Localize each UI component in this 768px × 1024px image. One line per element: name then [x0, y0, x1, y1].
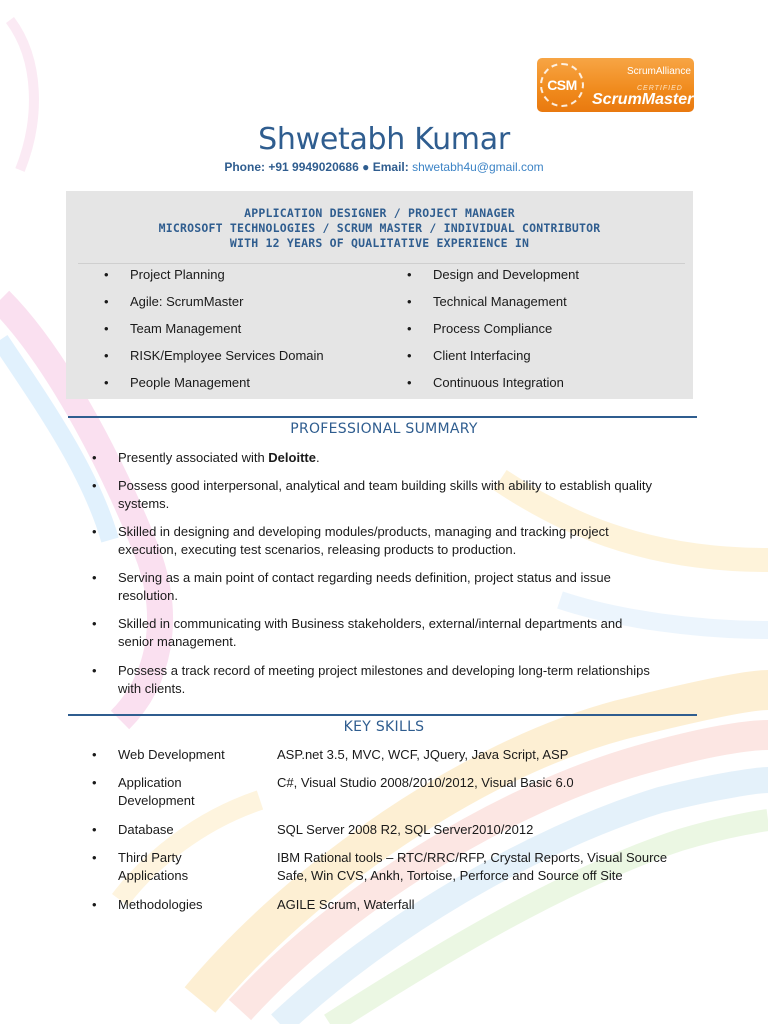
bullet-icon: • [104, 375, 109, 390]
scrum-master-badge [537, 58, 694, 112]
summary-heading: PROFESSIONAL SUMMARY [290, 421, 478, 437]
bullet-icon: • [104, 321, 109, 336]
key-skill-label: Application Development [118, 775, 195, 808]
bullet-icon: • [407, 321, 412, 336]
core-skill-item: • Project Planning [104, 267, 225, 282]
core-skill-item: • Process Compliance [407, 321, 553, 336]
headline-line-1: APPLICATION DESIGNER / PROJECT MANAGER [244, 206, 515, 220]
badge-org: ScrumAlliance [627, 66, 691, 77]
bullet-icon: • [407, 375, 412, 390]
headline [66, 206, 693, 251]
email-link[interactable]: shwetabh4u@gmail.com [412, 160, 544, 174]
bullet-icon: • [92, 616, 97, 631]
key-skill-label: Database [118, 822, 174, 837]
key-skill-label: Methodologies [118, 897, 203, 912]
separator-dot: ● [362, 160, 370, 174]
employer-name: Deloitte [268, 450, 316, 465]
bullet-icon: • [104, 348, 109, 363]
summary-divider [68, 416, 697, 418]
bullet-icon: • [104, 267, 109, 282]
core-skill-item: • RISK/Employee Services Domain [104, 348, 324, 363]
bullet-icon: • [92, 775, 97, 790]
bullet-icon: • [92, 570, 97, 585]
key-skill-value: ASP.net 3.5, MVC, WCF, JQuery, Java Script, ASP [277, 747, 569, 762]
core-skill-item: • Team Management [104, 321, 242, 336]
resume-page: CSM ScrumAlliance CERTIFIED ScrumMaster Shwetabh Kumar Phone: +91 9949020686 ● Email: shwetabh4u@gmail.com APPLICATION DESIGNER / PROJECT MANAGER MICROSOFT TECHNOLOGIES / SCRUM MASTER / INDIVIDUAL CONTRIBUTOR WITH 12 YEARS OF QUALITATIVE EXPERIENCE IN • Project Planning • Agile: ScrumMaster • Team Management • RISK/Employee Services Domain • People Management • Design and Development • Technical Management • Process Compliance • Client Interfacing • Continuous Integration PROFESSIONAL SUMMARY • Presently associated with Deloitte. • Possess good interpersonal, analytical and team building skills with ability to establish quality systems. • Skilled in designing and developing modules/products, managing and tracking project execution, executing test scenarios, releasing products to production. • Serving as a main point of contact regarding needs definition, project status and issue resolution. • Skilled in communicating with Business stakeholders, external/internal departments and senior management. • Possess a track record of meeting project milestones and developing long-term relationships with clients. KEY SKILLS • Web Development ASP.net 3.5, MVC, WCF, JQuery, Java Script, ASP • Application Development C#, Visual Studio 2008/2010/2012, Visual Basic 6.0 • Database SQL Server 2008 R2, SQL Server2010/2012 • Third Party Applications IBM Rational tools – RTC/RRC/RFP, Crystal Reports, Visual Source Safe, Win CVS, Ankh, Tortoise, Perforce and Source off Site • Methodologies AGILE Scrum, Waterfall [0, 0, 768, 1024]
key-skill-value: SQL Server 2008 R2, SQL Server2010/2012 [277, 822, 534, 837]
bullet-icon: • [92, 663, 97, 678]
bullet-icon: • [92, 747, 97, 762]
candidate-name: Shwetabh Kumar [258, 122, 510, 157]
email-label: Email: [372, 160, 409, 174]
headline-divider [78, 263, 685, 264]
bullet-icon: • [104, 294, 109, 309]
bullet-icon: • [92, 850, 97, 865]
bullet-icon: • [92, 524, 97, 539]
bullet-icon: • [92, 822, 97, 837]
key-skills-heading: KEY SKILLS [343, 719, 425, 735]
key-skill-label: Web Development [118, 747, 225, 762]
core-skill-item: • Agile: ScrumMaster [104, 294, 244, 309]
core-skill-item: • People Management [104, 375, 250, 390]
headline-box [66, 191, 693, 399]
phone-number: +91 9949020686 [268, 160, 359, 174]
key-skills-divider [68, 714, 697, 716]
badge-title: ScrumMaster [592, 91, 694, 108]
core-skill-item: • Technical Management [407, 294, 567, 309]
core-skill-item: • Design and Development [407, 267, 579, 282]
bullet-icon: • [407, 267, 412, 282]
bullet-icon: • [407, 348, 412, 363]
core-skill-item: • Continuous Integration [407, 375, 564, 390]
key-skill-value: C#, Visual Studio 2008/2010/2012, Visual Basic 6.0 [277, 775, 574, 790]
contact-line [0, 160, 768, 174]
csm-seal-icon: CSM [540, 63, 584, 107]
bullet-icon: • [407, 294, 412, 309]
core-skill-item: • Client Interfacing [407, 348, 531, 363]
headline-line-2: MICROSOFT TECHNOLOGIES / SCRUM MASTER / INDIVIDUAL CONTRIBUTOR [158, 221, 601, 235]
badge-certified: CERTIFIED [637, 85, 683, 92]
bullet-icon: • [92, 450, 97, 465]
key-skill-value: IBM Rational tools – RTC/RRC/RFP, Crystal Reports, Visual Source Safe, Win CVS, Ankh, Tortoise, Perforce and Source off Site [277, 850, 668, 883]
key-skill-value: AGILE Scrum, Waterfall [277, 897, 415, 912]
bullet-icon: • [92, 478, 97, 493]
phone-label: Phone: [224, 160, 265, 174]
headline-line-3: WITH 12 YEARS OF QUALITATIVE EXPERIENCE IN [229, 236, 530, 250]
key-skill-label: Third Party Applications [118, 850, 189, 883]
bullet-icon: • [92, 897, 97, 912]
